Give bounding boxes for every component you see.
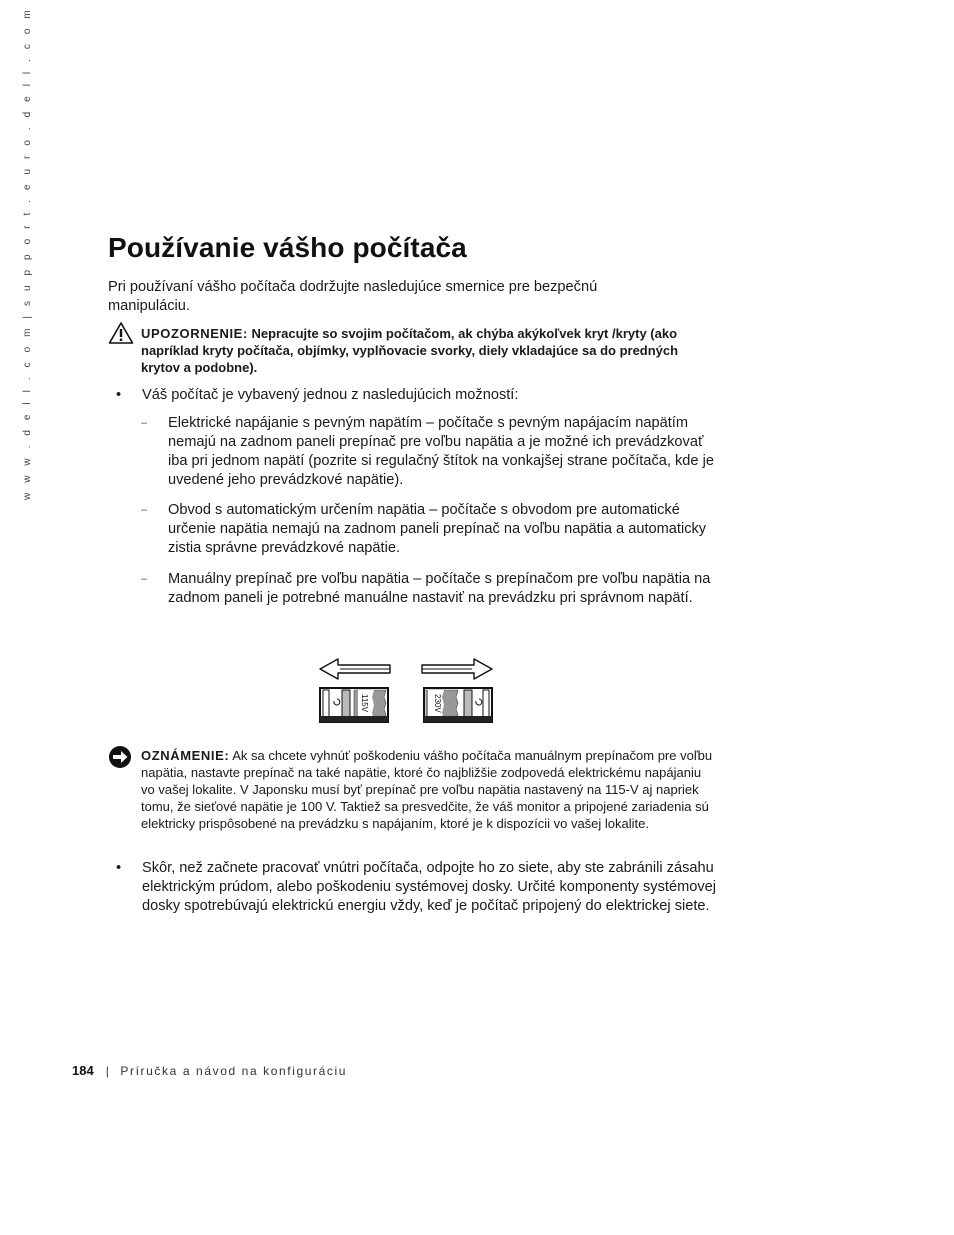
notice-note — [108, 747, 718, 832]
bullet-text: Váš počítač je vybavený jednou z nasledujúcich možností: — [142, 387, 519, 403]
right-arrow-icon — [422, 659, 492, 679]
footer-book-title: Príručka a návod na konfiguráciu — [120, 1064, 348, 1078]
voltage-switch-illustration — [318, 653, 498, 725]
page-footer — [72, 1063, 347, 1078]
dash-marker: – — [141, 573, 148, 585]
side-url: w w w . d e l l . c o m | s u p p o r t . e u r o . d e l l . c o m — [22, 6, 33, 500]
switch-label-230v: 230V — [433, 694, 442, 713]
bullet-dot: • — [116, 860, 122, 876]
subitem-fixed-voltage — [141, 414, 716, 490]
switch-230v — [424, 688, 492, 722]
left-arrow-icon — [320, 659, 390, 679]
subitem-text: Elektrické napájanie s pevným napätím – počítače s pevným napájacím napätím nemajú na zadnom paneli prepínač pre voľbu napätia a je možné ich prevádzkovať iba pri jednom napätí (pozrite si regulačný štítok na vonkajšej strane počítača, kde je uvedené jeho prevádzkové napätie). — [168, 415, 714, 488]
dash-marker: – — [141, 504, 148, 516]
intro-paragraph: Pri používaní vášho počítača dodržujte nasledujúce smernice pre bezpečnú manipuláciu. — [108, 279, 598, 314]
page-title: Používanie vášho počítača — [108, 232, 467, 263]
switch-115v — [320, 688, 388, 722]
subitem-text: Obvod s automatickým určením napätia – počítače s obvodom pre automatické určenie napätia nemajú na zadnom paneli prepínač na voľbu napätia a automaticky zistia správne prevádzkové napätie. — [168, 502, 707, 556]
warning-text — [141, 325, 718, 376]
notice-body: Ak sa chcete vyhnúť poškodeniu vášho počítača manuálnym prepínačom pre voľbu napätia, nastavte prepínač na také napätie, ktoré čo najbližšie zodpovedá elektrickému napájaniu vo vašej lokalite. V Japonsku musí byť prepínač pre voľbu napätia nastavený na 115-V aj napriek tomu, že sieťové napätie je 100 V. Taktiež sa presvedčite, že váš monitor a pripojené zariadenia sú elektricky prispôsobené na prevádzku s napájaním, ktoré je k dispozícii vo vašej lokalite. — [141, 748, 713, 831]
warning-note — [108, 325, 718, 376]
warning-triangle-icon — [108, 321, 134, 345]
footer-separator: | — [105, 1064, 111, 1078]
dash-marker: – — [141, 417, 148, 429]
page-number: 184 — [72, 1063, 94, 1078]
warning-body: Nepracujte so svojim počítačom, ak chýba akýkoľvek kryt /kryty (ako napríklad kryty počítača, objímky, vyplňovacie svorky, diely vkladajúce sa do predných krytov a podobne). — [141, 326, 679, 375]
switch-label-115v: 115V — [360, 694, 369, 713]
bullet-item-unplug — [116, 859, 716, 916]
subitem-auto-sensing — [141, 501, 716, 558]
subitem-manual-switch — [141, 570, 716, 608]
subitem-text: Manuálny prepínač pre voľbu napätia – počítače s prepínačom pre voľbu napätia na zadnom paneli je potrebné manuálne nastaviť na prevádzku pri správnom napätí. — [168, 571, 711, 606]
warning-label: UPOZORNENIE: — [141, 326, 248, 341]
bullet-dot: • — [116, 387, 122, 403]
bullet-item-options — [116, 386, 716, 405]
notice-circle-arrow-icon — [108, 745, 132, 769]
notice-text — [141, 747, 718, 832]
notice-label: OZNÁMENIE: — [141, 748, 230, 763]
bullet-text: Skôr, než začnete pracovať vnútri počítača, odpojte ho zo siete, aby ste zabránili zásahu elektrickým prúdom, alebo poškodeniu systémovej dosky. Určité komponenty systémovej dosky spotrebúvajú elektrickú energiu vždy, keď je počítač pripojený do elektrickej siete. — [142, 860, 716, 914]
